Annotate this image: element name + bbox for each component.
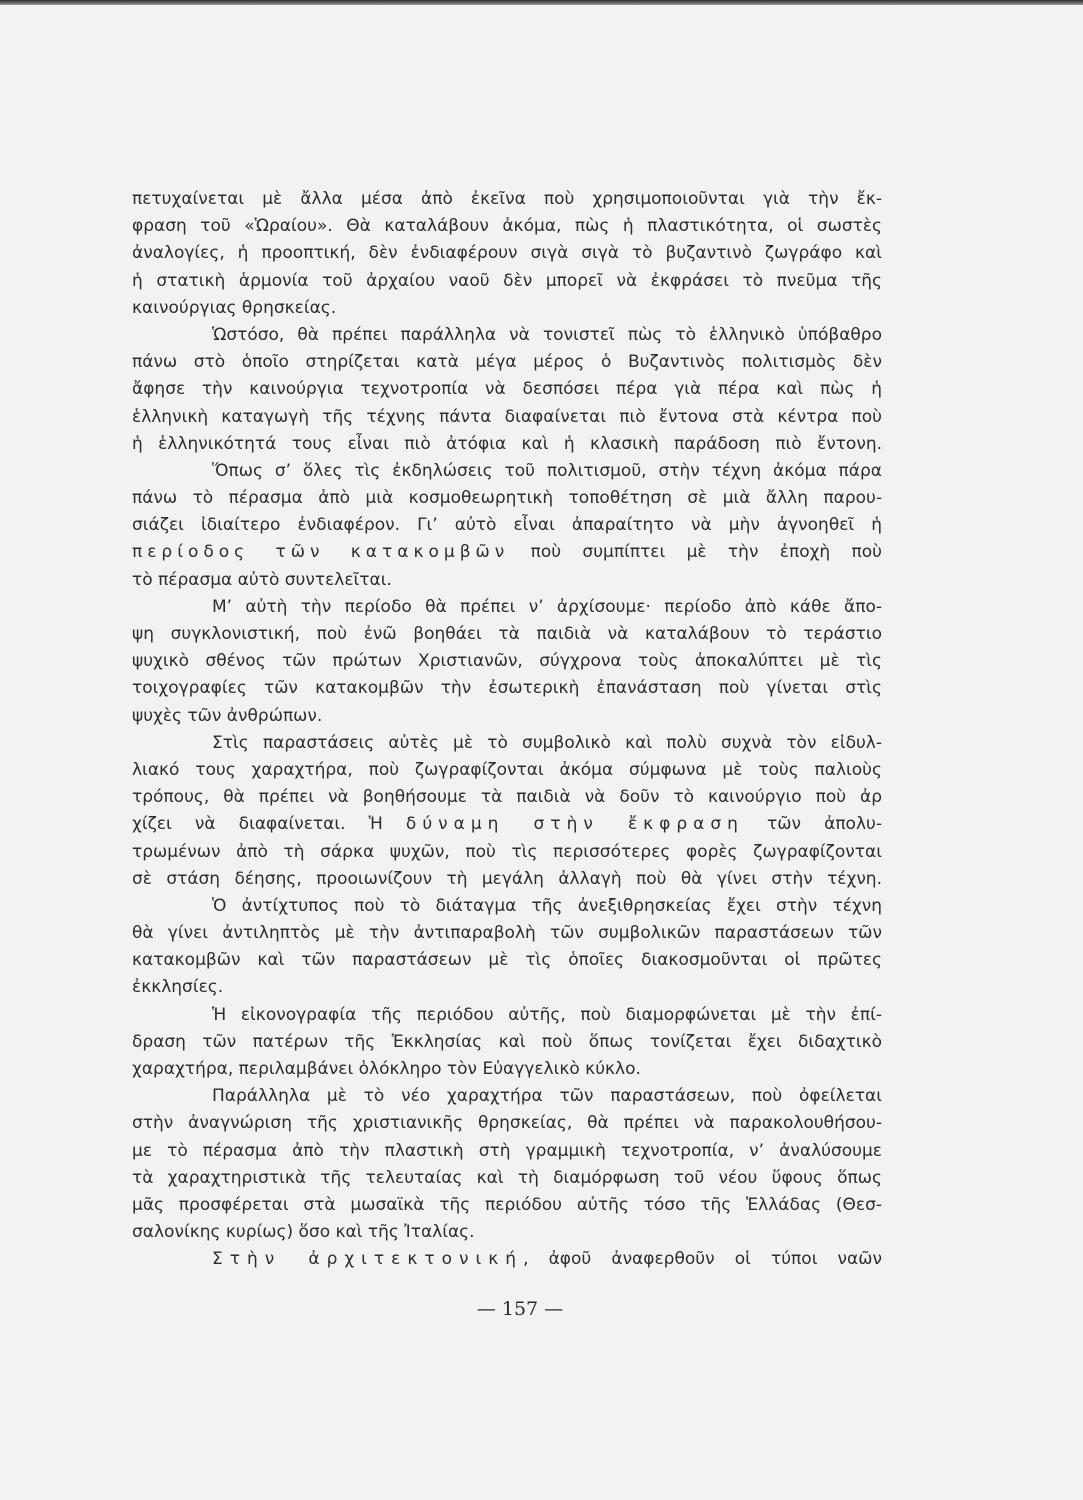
- paragraph-first-line: Ὡστόσο, θὰ πρέπει παράλληλα νὰ τονιστεῖ πὼς τὸ ἑλληνικὸ ὑπόβαθρο: [212, 324, 882, 345]
- text-line: δραση τῶν πατέρων τῆς Ἐκκλησίας καὶ ποὺ ὅπως τονίζεται ἔχει διδαχτικὸ: [132, 1031, 882, 1052]
- text-line: ψυχικὸ σθένος τῶν πρώτων Χριστιανῶν, σύγχρονα τοὺς ἀποκαλύπτει μὲ τὶς: [132, 651, 882, 672]
- text-line: καινούργιας θρησκείας.: [132, 297, 337, 318]
- text-line: ἄφησε τὴν καινούργια τεχνοτροπία νὰ δεσπόσει πέρα γιὰ πέρα καὶ πὼς ἡ: [132, 379, 882, 400]
- text-line: πάνω τὸ πέρασμα ἀπὸ μιὰ κοσμοθεωρητικὴ τοποθέτηση σὲ μιὰ ἄλλη παρου-: [132, 488, 882, 509]
- text-line: πάνω στὸ ὁποῖο στηρίζεται κατὰ μέγα μέρος ὁ Βυζαντινὸς πολιτισμὸς δὲν: [132, 352, 882, 373]
- text-line: ἐκκλησίες.: [132, 977, 224, 998]
- text-line: μᾶς προσφέρεται στὰ μωσαϊκὰ τῆς περιόδου αὐτῆς τόσο τῆς Ἑλλάδας (Θεσ-: [132, 1194, 882, 1215]
- line-text: χίζει νὰ διαφαίνεται. Ἡ: [132, 814, 406, 835]
- text-line: θὰ γίνει ἀντιληπτὸς μὲ τὴν ἀντιπαραβολὴ τῶν συμβολικῶν παραστάσεων τῶν: [132, 923, 882, 944]
- text-line: ψυχὲς τῶν ἀνθρώπων.: [132, 705, 323, 726]
- paragraph-first-line: Στὶς παραστάσεις αὐτὲς μὲ τὸ συμβολικὸ καὶ πολὺ συχνὰ τὸν εἰδυλ-: [212, 732, 882, 753]
- text-line: [132, 811, 882, 838]
- text-line: χαραχτήρα, περιλαμβάνει ὁλόκληρο τὸν Εὐαγγελικὸ κύκλο.: [132, 1059, 641, 1079]
- emphasized-text: περίοδος τῶν κατακομβῶν: [132, 542, 510, 563]
- text-line: ἀναλογίες, ἡ προοπτική, δὲν ἐνδιαφέρουν σιγὰ σιγὰ τὸ βυζαντινὸ ζωγράφο καὶ: [132, 243, 882, 264]
- text-line: φραση τοῦ «Ὡραίου». Θὰ καταλάβουν ἀκόμα, πὼς ἡ πλαστικότητα, οἱ σωστὲς: [132, 216, 882, 237]
- paragraph-first-line: Ὁ ἀντίχτυπος ποὺ τὸ διάταγμα τῆς ἀνεξιθρησκείας ἔχει στὴν τέχνη: [212, 895, 882, 916]
- text-line: τρωμένων ἀπὸ τὴ σάρκα ψυχῶν, ποὺ τὶς περισσότερες φορὲς ζωγραφίζονται: [132, 841, 882, 862]
- text-line: σαλονίκης κυρίως) ὅσο καὶ τῆς Ἰταλίας.: [132, 1222, 475, 1243]
- paragraph-first-line: Παράλληλα μὲ τὸ νέο χαραχτήρα τῶν παραστάσεων, ποὺ ὀφείλεται: [212, 1086, 882, 1107]
- paragraph-first-line: Μ’ αὐτὴ τὴν περίοδο θὰ πρέπει ν’ ἀρχίσουμε· περίοδο ἀπὸ κάθε ἄπο-: [212, 596, 882, 617]
- text-line: [132, 539, 882, 566]
- text-line: σὲ στάση δέησης, προοιωνίζουν τὴ μεγάλη ἀλλαγὴ ποὺ θὰ γίνει στὴν τέχνη.: [132, 868, 882, 889]
- text-line: πετυχαίνεται μὲ ἄλλα μέσα ἀπὸ ἐκεῖνα ποὺ χρησιμοποιοῦνται γιὰ τὴν ἔκ-: [132, 189, 882, 209]
- page-body-text: [132, 186, 882, 1274]
- line-text: ποὺ συμπίπτει μὲ τὴν ἐποχὴ ποὺ: [509, 542, 883, 563]
- text-line: ἑλληνικὴ καταγωγὴ τῆς τέχνης πάντα διαφαίνεται πιὸ ἔντονα στὰ κέντρα ποὺ: [132, 406, 882, 427]
- scan-top-edge: [0, 0, 1083, 5]
- emphasized-text: Στὴν ἀρχιτεκτονική: [212, 1249, 524, 1270]
- text-line: κατακομβῶν καὶ τῶν παραστάσεων μὲ τὶς ὁποῖες διακοσμοῦνται οἱ πρῶτες: [132, 950, 882, 971]
- paragraph-first-line: Ὅπως σ’ ὅλες τὶς ἐκδηλώσεις τοῦ πολιτισμοῦ, στὴν τέχνη ἀκόμα πάρα: [212, 460, 882, 481]
- paragraph-first-line: [132, 1246, 882, 1273]
- line-text: , ἀφοῦ ἀναφερθοῦν οἱ τύποι ναῶν: [523, 1249, 882, 1270]
- text-line: τρόπους, θὰ πρέπει νὰ βοηθήσουμε τὰ παιδιὰ νὰ δοῦν τὸ καινούργιο ποὺ ἀρ: [132, 787, 882, 808]
- text-line: με τὸ πέρασμα ἀπὸ τὴν πλαστικὴ στὴ γραμμικὴ τεχνοτροπία, ν’ ἀναλύσουμε: [132, 1140, 882, 1161]
- text-line: τὸ πέρασμα αὐτὸ συντελεῖται.: [132, 569, 392, 590]
- text-line: σιάζει ἰδιαίτερο ἐνδιαφέρον. Γι’ αὐτὸ εἶναι ἀπαραίτητο νὰ μὴν ἀγνοηθεῖ ἡ: [132, 515, 882, 536]
- paragraph-first-line: Ἡ εἰκονογραφία τῆς περιόδου αὐτῆς, ποὺ διαμορφώνεται μὲ τὴν ἐπί-: [212, 1004, 882, 1025]
- text-line: ψη συγκλονιστική, ποὺ ἐνῶ βοηθάει τὰ παιδιὰ νὰ καταλάβουν τὸ τεράστιο: [132, 624, 882, 644]
- text-line: λιακό τους χαραχτήρα, ποὺ ζωγραφίζονται ἀκόμα σύμφωνα μὲ τοὺς παλιοὺς: [132, 759, 882, 780]
- text-line: τοιχογραφίες τῶν κατακομβῶν τὴν ἐσωτερικὴ ἐπανάσταση ποὺ γίνεται στὶς: [132, 678, 882, 699]
- text-line: ἡ ἑλληνικότητά τους εἶναι πιὸ ἀτόφια καὶ ἡ κλασικὴ παράδοση πιὸ ἔντονη.: [132, 433, 882, 454]
- emphasized-text: δύναμη στὴν ἔκφραση: [405, 814, 744, 835]
- text-line: ἡ στατικὴ ἁρμονία τοῦ ἀρχαίου ναοῦ δὲν μπορεῖ νὰ ἐκφράσει τὸ πνεῦμα τῆς: [132, 270, 882, 291]
- line-text: τῶν ἀπολυ-: [743, 814, 882, 835]
- text-line: στὴν ἀναγνώριση τῆς χριστιανικῆς θρησκείας, θὰ πρέπει νὰ παρακολουθήσου-: [132, 1113, 882, 1134]
- page-number: — 157 —: [476, 1298, 564, 1320]
- text-line: τὰ χαραχτηριστικὰ τῆς τελευταίας καὶ τὴ διαμόρφωση τοῦ νέου ὕφους ὅπως: [132, 1167, 882, 1188]
